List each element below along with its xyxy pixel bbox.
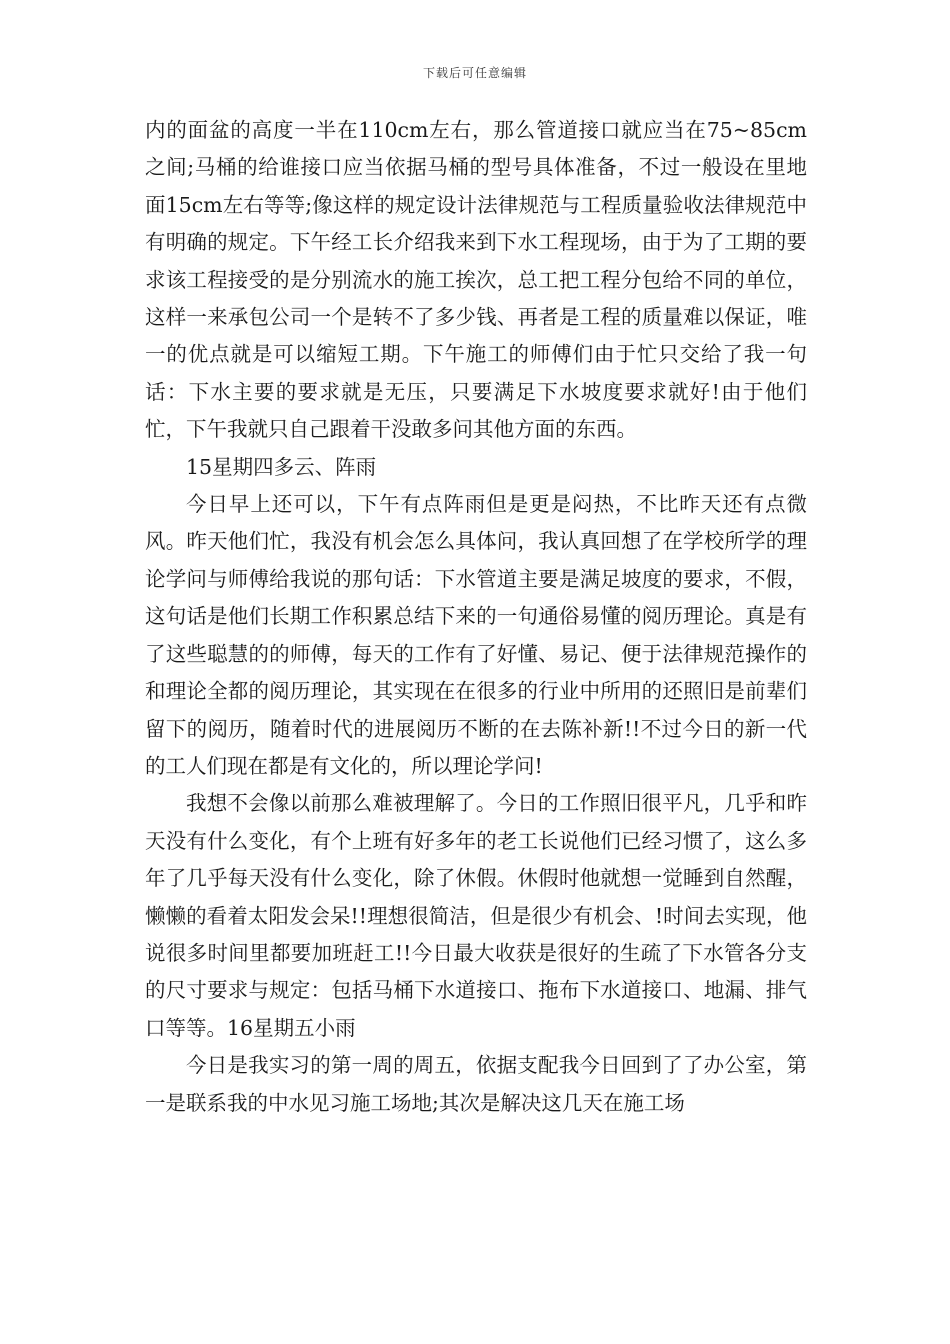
page-header: 下载后可任意编辑 xyxy=(422,66,527,80)
paragraph-3: 今日早上还可以，下午有点阵雨但是更是闷热，不比昨天还有点微风。昨天他们忙，我没有机会怎么具体问，我认真回想了在学校所学的理论学问与师傅给我说的那句话：下水管道主要是满足坡度的要求，不假，这句话是他们长期工作积累总结下来的一句通俗易懂的阅历理论。真是有了这些聪慧的的师傅，每天的工作有了好懂、易记、便于法律规范操作的和理论全都的阅历理论，其实现在在很多的行业中所用的还照旧是前辈们留下的阅历，随着时代的进展阅历不断的在去陈补新!!不过今日的新一代的工人们现在都是有文化的，所以理论学问! xyxy=(145,492,807,778)
paragraph-5: 今日是我实习的第一周的周五，依据支配我今日回到了了办公室，第一是联系我的中水见习施工场地;其次是解决这几天在施工场 xyxy=(145,1053,807,1115)
paragraph-1: 内的面盆的高度一半在110cm左右，那么管道接口就应当在75~85cm之间;马桶的给谁接口应当依据马桶的型号具体准备，不过一般设在里地面15cm左右等等;像这样的规定设计法律规范与工程质量验收法律规范中有明确的规定。下午经工长介绍我来到下水工程现场，由于为了工期的要求该工程接受的是分别流水的施工挨次，总工把工程分包给不同的单位，这样一来承包公司一个是转不了多少钱、再者是工程的质量难以保证，唯一的优点就是可以缩短工期。下午施工的师傅们由于忙只交给了我一句话：下水主要的要求就是无压，只要满足下水坡度要求就好!由于他们忙，下午我就只自己跟着干没敢多问其他方面的东西。 xyxy=(145,118,807,442)
paragraph-4: 我想不会像以前那么难被理解了。今日的工作照旧很平凡，几乎和昨天没有什么变化，有个上班有好多年的老工长说他们已经习惯了，这么多年了几乎每天没有什么变化，除了休假。休假时他就想一觉睡到自然醒，懒懒的看着太阳发会呆!!理想很简洁，但是很少有机会、!时间去实现，他说很多时间里都要加班赶工!!今日最大收获是很好的生疏了下水管各分支的尺寸要求与规定：包括马桶下水道接口、拖布下水道接口、地漏、排气口等等。16星期五小雨 xyxy=(145,791,807,1040)
document-body xyxy=(145,112,807,1122)
paragraph-2-date-heading: 15星期四多云、阵雨 xyxy=(186,454,377,479)
